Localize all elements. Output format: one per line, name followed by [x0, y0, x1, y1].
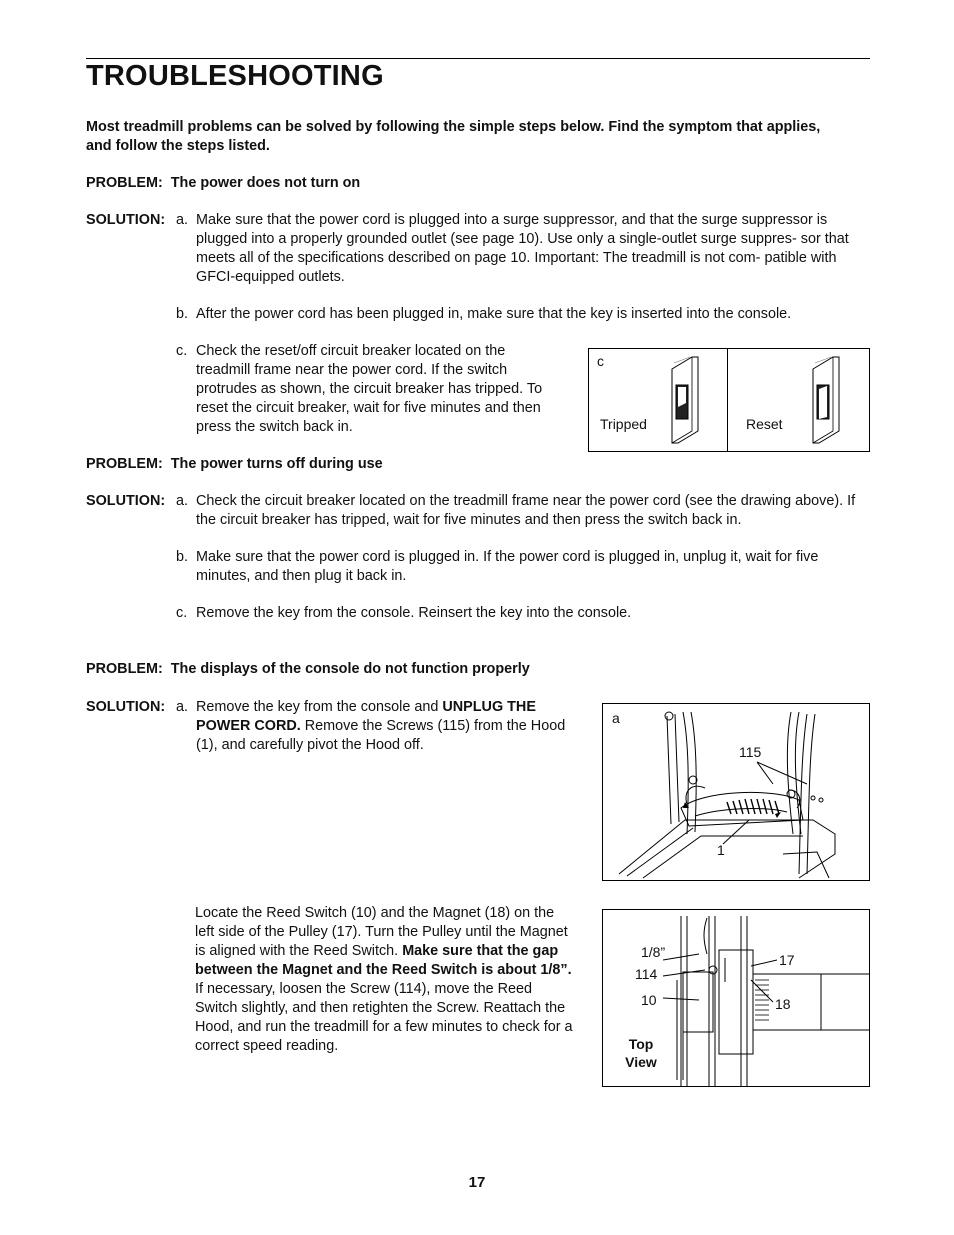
solution-letter: c. [176, 343, 188, 359]
pulley-callout: 17 [779, 952, 795, 968]
top-rule [86, 58, 870, 59]
solution-text: Remove the key from the console and UNPLUG THE POWER CORD. Remove the Screws (115) from the Hood (1), and carefully pivot the Hood off. [196, 699, 566, 753]
page-number: 17 [468, 1174, 486, 1191]
solution-label: SOLUTION: [86, 212, 166, 228]
top-view-label: Top View [625, 1036, 657, 1070]
screw-callout: 114 [635, 966, 658, 982]
problem-title: The power turns off during use [170, 456, 383, 472]
hood-illustration [603, 704, 869, 880]
solution-letter: b. [176, 549, 189, 565]
intro-paragraph: Most treadmill problems can be solved by following the simple steps below. Find the symptom that applies, and follow the steps listed. [86, 119, 821, 154]
problem-label: PROBLEM: [86, 456, 163, 472]
problem-2-heading [86, 455, 383, 474]
solution-text: Remove the key from the console. Reinsert the key into the console. [196, 605, 632, 621]
reed-switch-illustration [603, 910, 869, 1086]
hood-callout: 1 [717, 842, 725, 858]
reset-switch-illustration [805, 355, 845, 445]
screws-callout: 115 [739, 744, 762, 760]
problem-label: PROBLEM: [86, 175, 163, 191]
hood-removal-figure [602, 703, 870, 881]
magnet-callout: 18 [775, 996, 791, 1012]
reed-switch-instructions: Locate the Reed Switch (10) and the Magnet (18) on the left side of the Pulley (17). Turn the Pulley until the Magnet is aligned with the Reed Switch. Make sure that the gap between the Magnet and the Reed Switch is about 1/8”. If necessary, loosen the Screw (114), move the Reed Switch slightly, and then retighten the Screw. Reattach the Hood, and run the treadmill for a few minutes to check for a correct speed reading. [195, 905, 573, 1054]
solution-text: Check the reset/off circuit breaker located on the treadmill frame near the power cord. If the switch protrudes as shown, the circuit breaker has tripped. To reset the circuit breaker, wait for five minutes and then press the switch back in. [196, 343, 543, 435]
figure-divider [727, 349, 728, 451]
problem-label: PROBLEM: [86, 661, 163, 677]
tripped-label: Tripped [600, 416, 647, 432]
solution-letter: a. [176, 699, 189, 715]
gap-callout: 1/8” [641, 944, 666, 960]
figure-letter: c [597, 353, 604, 369]
page-title: TROUBLESHOOTING [86, 60, 384, 92]
solution-letter: b. [176, 306, 189, 322]
solution-text: Make sure that the power cord is plugged in. If the power cord is plugged in, unplug it, wait for five minutes, and then plug it back in. [196, 549, 819, 584]
problem-3-heading [86, 660, 530, 679]
solution-label: SOLUTION: [86, 699, 166, 715]
problem-title: The power does not turn on [170, 175, 361, 191]
reset-label: Reset [746, 416, 783, 432]
solution-letter: c. [176, 605, 188, 621]
solution-letter: a. [176, 493, 189, 509]
solution-text: Check the circuit breaker located on the treadmill frame near the power cord (see the drawing above). If the circuit breaker has tripped, wait for five minutes and then press the switch back in. [196, 493, 856, 528]
reed-switch-callout: 10 [641, 992, 657, 1008]
problem-title: The displays of the console do not function properly [170, 661, 530, 677]
solution-text: Make sure that the power cord is plugged into a surge suppressor, and that the surge suppressor is plugged into a properly grounded outlet (see page 10). Use only a single-outlet surge suppres- sor that meets all of the specifications described on page 10. Important: The treadmill is not com- patible with GFCI-equipped outlets. [196, 212, 849, 285]
reed-switch-figure [602, 909, 870, 1087]
solution-letter: a. [176, 212, 189, 228]
solution-text: After the power cord has been plugged in, make sure that the key is inserted into the console. [196, 306, 792, 322]
tripped-switch-illustration [664, 355, 704, 445]
solution-label: SOLUTION: [86, 493, 166, 509]
figure-letter: a [612, 710, 620, 726]
problem-1-heading [86, 174, 360, 193]
circuit-breaker-figure [588, 348, 870, 452]
